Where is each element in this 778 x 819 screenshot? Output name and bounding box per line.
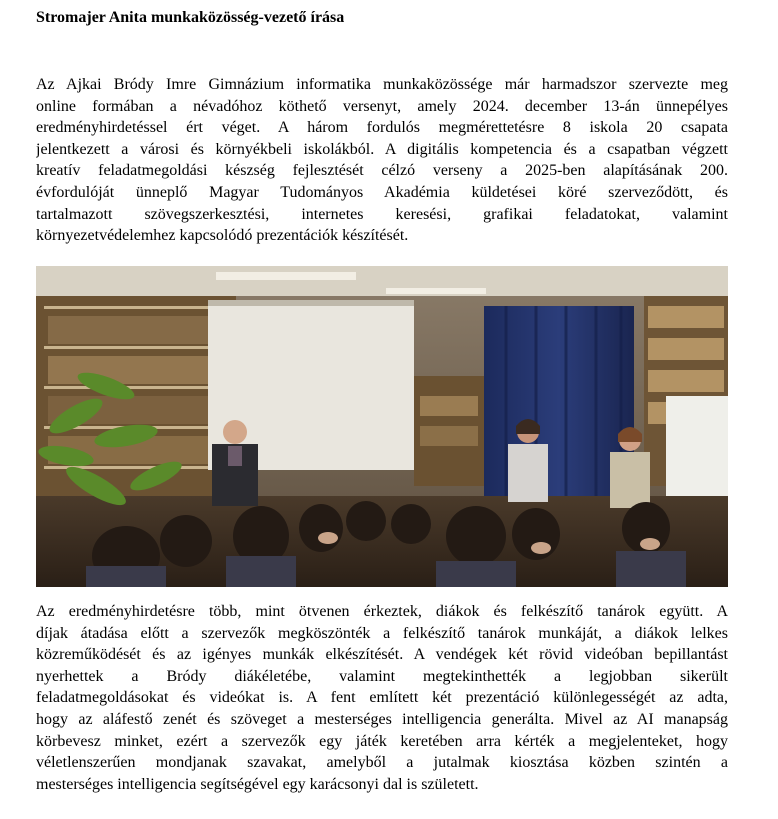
intro-paragraph — [36, 74, 728, 247]
article-title: Stromajer Anita munkaközösség-vezető írása — [36, 9, 345, 26]
paragraph-line: Az Ajkai Bródy Imre Gimnázium informatika munkaközössége már harmadszor szervezte meg — [36, 76, 728, 93]
paragraph-line: hogy az aláfestő zenét és szöveget a mesterséges intelligencia generálta. Mivel az AI manapság — [36, 710, 728, 728]
event-photo — [36, 266, 728, 587]
paragraph-line: díjak átadása előtt a szervezők megköszönték a felkészítő tanárok munkáját, a diákok lelkes — [36, 624, 728, 642]
paragraph-line: évfordulóját ünneplő Magyar Tudományos Akadémia küldetései köré szerveződött, és — [36, 183, 728, 201]
paragraph-line: nyerhettek a Bródy diákéletébe, valamint megtekinthették a legjobban sikerült — [36, 667, 728, 685]
paragraph-line: környezetvédelemhez kapcsolódó prezentációk készítését. — [36, 227, 409, 245]
paragraph-line: jelentkezett a városi és környékbeli iskolákból. A digitális kompetencia és a csapatban végzett — [36, 140, 728, 158]
paragraph-line: körbevesz minket, ezért a szervezők egy játék keretében arra kérték a megjelenteket, hogy — [36, 732, 728, 750]
paragraph-line: kreatív feladatmegoldási készség fejlesztését célzó verseny a 2025-ben alapításának 200. — [36, 162, 728, 180]
paragraph-line: online formában a névadóhoz köthető versenyt, amely 2024. december 13-án ünnepélyes — [36, 97, 728, 115]
paragraph-line: véletlenszerűen mondjanak szavakat, amelyből a jutalmak kiosztása közben szintén a — [36, 754, 728, 772]
closing-paragraph — [36, 601, 728, 795]
paragraph-line: Az eredményhirdetésre több, mint ötvenen érkeztek, diákok és felkészítő tanárok együtt. A — [36, 603, 728, 620]
paragraph-line: feladatmegoldásokat és videókat is. A fent említett két prezentáció különlegességét az adta, — [36, 689, 728, 707]
paragraph-line: eredményhirdetéssel ért véget. A három fordulós megmérettetésre 8 iskola 20 csapata — [36, 119, 728, 137]
event-photo-illustration — [36, 266, 728, 587]
paragraph-line: közreműködését és az igényes munkák elkészítését. A vendégek két rövid videóban bepillantást — [36, 646, 728, 664]
paragraph-line: tartalmazott szövegszerkesztési, internetes keresési, grafikai feladatokat, valamint — [36, 205, 728, 223]
paragraph-line: mesterséges intelligencia segítségével egy karácsonyi dal is született. — [36, 775, 479, 793]
